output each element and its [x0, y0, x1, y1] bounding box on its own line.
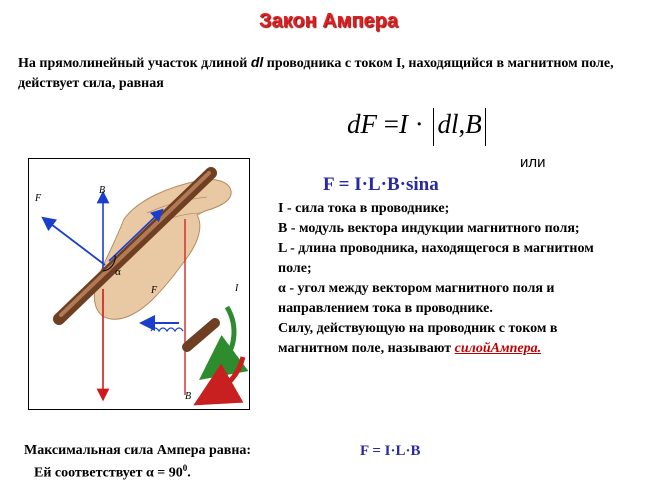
- intro-before: На прямолинейный участок длиной: [18, 56, 251, 71]
- formula-comma: ,: [458, 109, 466, 139]
- b-vector-label: B: [99, 185, 106, 196]
- formula-dot: ·: [414, 109, 424, 139]
- illustration-svg: [29, 159, 248, 408]
- coil-marks: [151, 328, 183, 331]
- or-text: или: [520, 154, 546, 171]
- conclusion-text: Силу, действующую на проводник с током в магнитном поле, называют: [278, 321, 558, 356]
- formula-right-bracket: [485, 108, 486, 146]
- formula-dl: dl: [437, 109, 459, 139]
- formula-b: B: [465, 109, 482, 139]
- f-vector: [47, 221, 105, 265]
- short-formula: F = I·L·B·sina: [323, 174, 439, 195]
- desc-line-field: В - модуль вектора индукции магнитного поля;: [278, 221, 580, 236]
- i-vector-label: I: [235, 283, 239, 294]
- desc-line-current: I - сила тока в проводнике;: [278, 201, 450, 216]
- formula-description: [278, 199, 628, 359]
- f-small-label: F: [151, 285, 158, 296]
- desc-line-length: L - длина проводника, находящегося в магнитном поле;: [278, 241, 594, 276]
- max-force-formula: F = I·L·B: [360, 443, 421, 459]
- formula-lhs: dF: [347, 109, 377, 139]
- alpha-symbol: α: [278, 281, 286, 296]
- alpha-label: α: [115, 266, 121, 278]
- f-vector-label: F: [35, 193, 42, 204]
- angle-line-end: .: [187, 465, 191, 481]
- slide-title: Закон Ампера: [258, 10, 399, 32]
- ampere-force-link[interactable]: силойАмпера.: [454, 341, 542, 356]
- ampere-vector-formula: [347, 104, 489, 144]
- formula-current: I: [398, 109, 408, 139]
- max-force-label: Максимальная сила Ампера равна:: [24, 443, 252, 458]
- intro-dl-var: dl: [250, 54, 264, 70]
- hand-shape: [94, 179, 231, 319]
- conductor-small: [187, 323, 215, 347]
- angle-degree-sup: 0: [182, 463, 188, 473]
- desc-conclusion: [278, 319, 628, 359]
- desc-line-angle: [278, 279, 628, 319]
- max-angle-line: [34, 463, 191, 482]
- angle-line-text: Ей соответствует α = 90: [34, 465, 183, 481]
- intro-text: [18, 52, 628, 94]
- green-rotation-arrow: [219, 307, 234, 365]
- b-vector-bottom-label: B: [185, 391, 192, 402]
- left-hand-rule-illustration: [28, 158, 250, 410]
- formula-left-bracket: [433, 108, 434, 146]
- intro-after: проводника с током I, находящийся в магнитном поле, действует сила, равная: [18, 56, 614, 91]
- desc-angle-text: - угол между вектором магнитного поля и направлением тока в проводнике.: [278, 281, 555, 316]
- formula-equals: =: [383, 109, 399, 139]
